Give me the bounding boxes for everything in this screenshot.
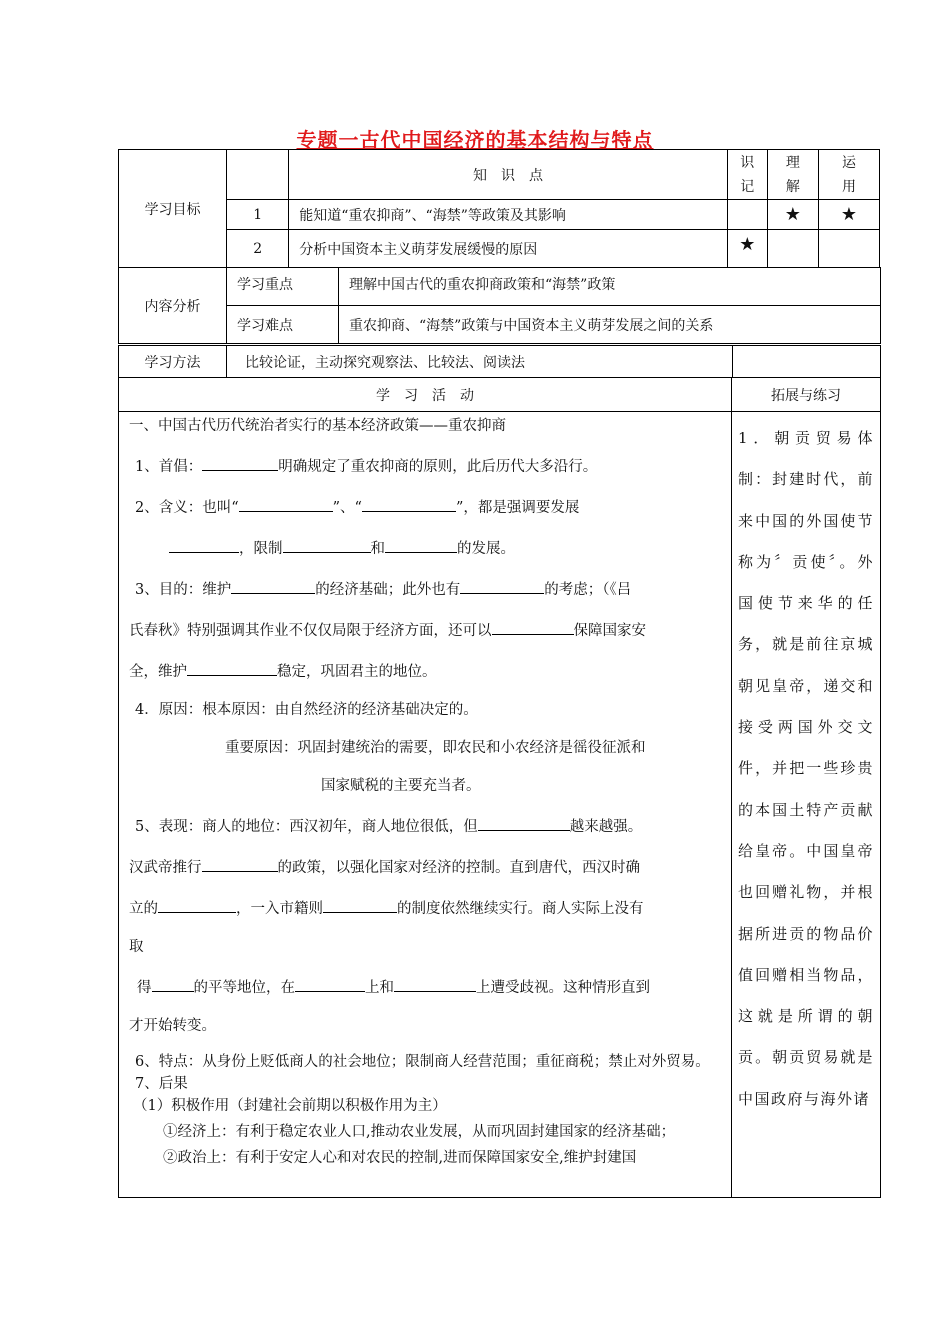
fill-blank[interactable] — [492, 618, 574, 635]
content-table — [118, 267, 881, 344]
goal-memorize-mark: ★ — [727, 230, 767, 268]
goals-label: 学习目标 — [119, 150, 227, 268]
activity-header: 学 习 活 动 — [119, 378, 732, 412]
key-point-label: 学习重点 — [227, 268, 339, 306]
method-label: 学习方法 — [119, 346, 227, 378]
fill-blank[interactable] — [323, 896, 397, 913]
activity-content — [119, 412, 732, 1198]
activity-line: 得 的平等地位，在 上和 上遭受歧视。这种情形直到 — [129, 975, 723, 998]
activity-line: 重要原因：巩固封建统治的需要，即农民和小农经济是徭役征派和 — [225, 740, 646, 756]
goal-apply-mark — [818, 230, 879, 268]
activity-line: ②政治上：有利于安定人心和对农民的控制,进而保障国家安全,维护封建国 — [163, 1150, 637, 1166]
method-text: 比较论证，主动探究观察法、比较法、阅读法 — [227, 346, 733, 378]
activity-line: ①经济上：有利于稳定农业人口,推动农业发展，从而巩固封建国家的经济基础； — [163, 1124, 676, 1140]
goals-header-blank — [227, 150, 289, 200]
goals-header-knowledge: 知 识 点 — [289, 150, 728, 200]
activity-line: 一、中国古代历代统治者实行的基本经济政策——重农抑商 — [129, 418, 506, 434]
activity-line: 6、特点：从身份上贬低商人的社会地位；限制商人经营范围；重征商税；禁止对外贸易。 — [135, 1054, 710, 1070]
fill-blank[interactable] — [202, 454, 278, 471]
key-point-text: 理解中国古代的重农抑商政策和“海禁”政策 — [339, 268, 881, 306]
fill-blank[interactable] — [460, 577, 544, 594]
activity-line: 2、含义：也叫“ ”、“ ”，都是强调要发展 — [129, 495, 723, 518]
goal-memorize-mark — [727, 200, 767, 230]
goal-apply-mark: ★ — [818, 200, 879, 230]
activity-line: 氏春秋》特别强调其作业不仅仅局限于经济方面，还可以 保障国家安 — [129, 618, 723, 641]
fill-blank[interactable] — [239, 495, 333, 512]
activity-line: 汉武帝推行 的政策，以强化国家对经济的控制。直到唐代，西汉时确 — [129, 855, 723, 878]
activity-line: 取 — [129, 939, 144, 955]
goal-text: 能知道“重农抑商”、“海禁”等政策及其影响 — [289, 200, 728, 230]
fill-blank[interactable] — [158, 896, 236, 913]
goals-table — [118, 149, 880, 268]
activity-line: （1）积极作用（封建社会前期以积极作用为主） — [133, 1098, 447, 1114]
activity-line: 全，维护 稳定，巩固君主的地位。 — [129, 659, 723, 682]
difficulty-text: 重农抑商、“海禁”政策与中国资本主义萌芽发展之间的关系 — [339, 306, 881, 344]
goals-header-memorize: 识记 — [727, 150, 767, 200]
difficulty-label: 学习难点 — [227, 306, 339, 344]
goal-text: 分析中国资本主义萌芽发展缓慢的原因 — [289, 230, 728, 268]
activity-line: 才开始转变。 — [129, 1018, 216, 1034]
page-title: 专题一古代中国经济的基本结构与特点 — [296, 128, 654, 152]
fill-blank[interactable] — [152, 975, 194, 992]
goal-no: 1 — [227, 200, 289, 230]
activity-line: 国家赋税的主要充当者。 — [321, 778, 481, 794]
fill-blank[interactable] — [283, 536, 371, 553]
fill-blank[interactable] — [385, 536, 457, 553]
activity-line: 3、目的：维护 的经济基础；此外也有 的考虑；（《吕 — [129, 577, 723, 600]
activity-table — [118, 377, 881, 1198]
goal-understand-mark — [767, 230, 818, 268]
fill-blank[interactable] — [169, 536, 239, 553]
fill-blank[interactable] — [202, 855, 278, 872]
fill-blank[interactable] — [231, 577, 315, 594]
method-blank — [733, 346, 881, 378]
goals-header-apply: 运用 — [818, 150, 879, 200]
activity-line: 4．原因：根本原因：由自然经济的经济基础决定的。 — [135, 702, 478, 718]
fill-blank[interactable] — [362, 495, 456, 512]
goals-header-understand: 理解 — [767, 150, 818, 200]
goal-understand-mark: ★ — [767, 200, 818, 230]
activity-line: ，限制 和 的发展。 — [129, 536, 723, 559]
activity-line: 5、表现：商人的地位：西汉初年，商人地位很低，但 越来越强。 — [129, 814, 723, 837]
fill-blank[interactable] — [295, 975, 365, 992]
practice-header: 拓展与练习 — [732, 378, 881, 412]
method-table — [118, 345, 881, 378]
goal-no: 2 — [227, 230, 289, 268]
fill-blank[interactable] — [394, 975, 476, 992]
fill-blank[interactable] — [187, 659, 277, 676]
activity-line: 1、首倡： 明确规定了重农抑商的原则，此后历代大多沿行。 — [129, 454, 723, 477]
content-label: 内容分析 — [119, 268, 227, 344]
fill-blank[interactable] — [478, 814, 570, 831]
activity-line: 7、后果 — [135, 1076, 188, 1092]
practice-content: 1．朝贡贸易体制：封建时代，前来中国的外国使节称为〞贡使〞。外国使节来华的任务，就是前往京城朝见皇帝，递交和接受两国外交文件，并把一些珍贵的本国土特产贡献给皇帝。中国皇帝也回赠礼物，并根据所进贡的物品价值回赠相当物品，这就是所谓的朝贡。朝贡贸易就是中国政府与海外诸 — [732, 412, 881, 1198]
activity-line: 立的 ，一入市籍则 的制度依然继续实行。商人实际上没有 — [129, 896, 723, 919]
